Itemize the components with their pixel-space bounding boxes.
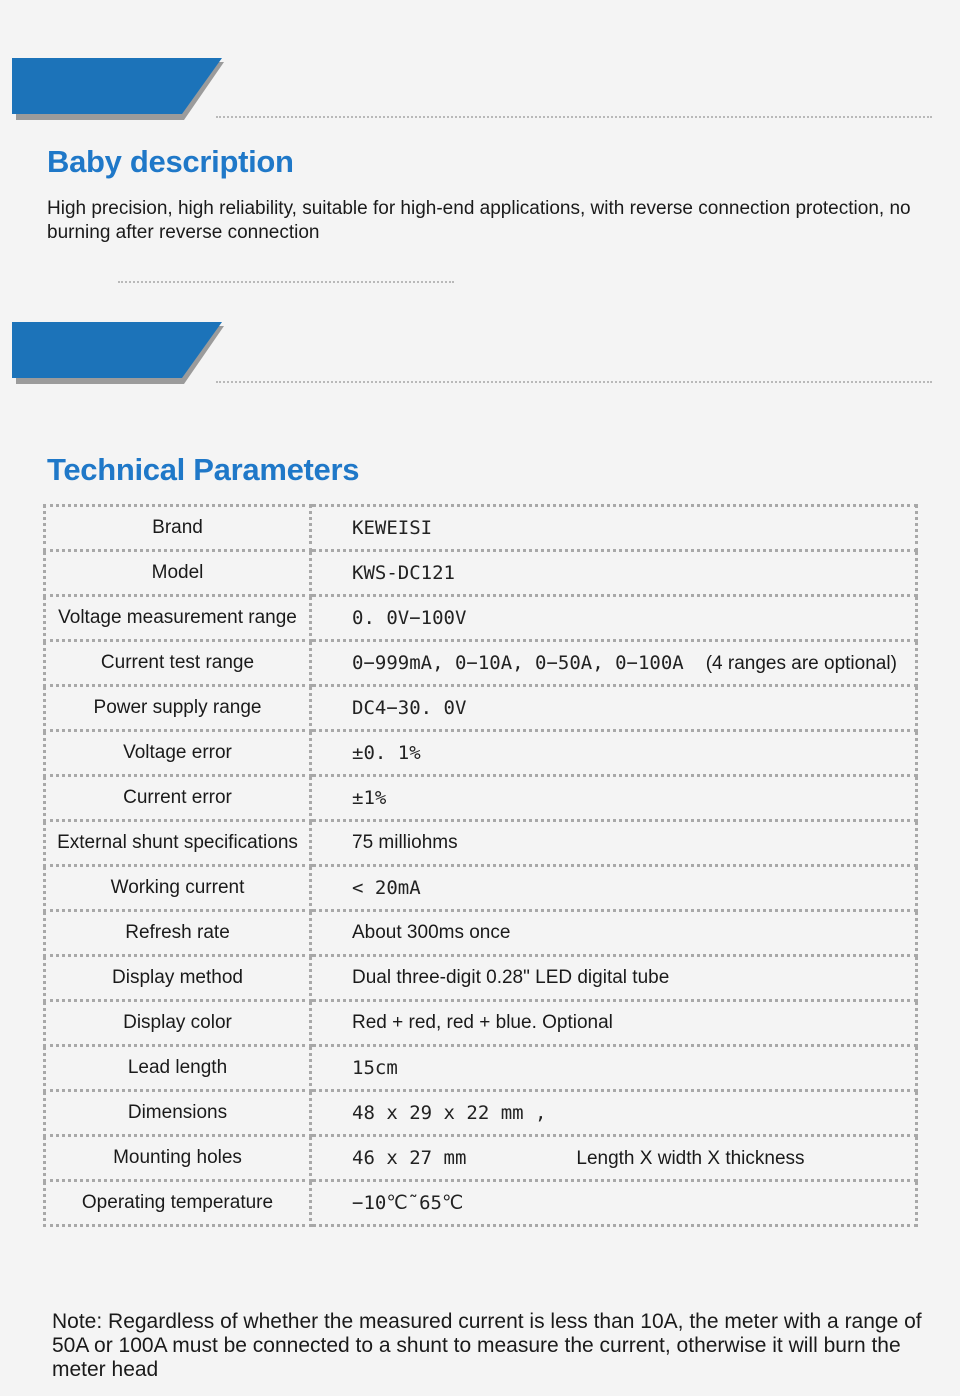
section-banner-description [12, 58, 224, 116]
param-label: Model [45, 551, 311, 596]
param-label: Dimensions [45, 1091, 311, 1136]
param-value: Red + red, red + blue. Optional [352, 1012, 613, 1033]
description-title: Baby description [47, 144, 294, 179]
table-row [45, 911, 917, 956]
table-row [45, 506, 917, 551]
param-value-cell [311, 596, 917, 641]
table-row [45, 956, 917, 1001]
param-value-cell [311, 911, 917, 956]
table-row [45, 1136, 917, 1181]
param-extra: Length X width X thickness [576, 1147, 805, 1169]
param-value-cell [311, 1001, 917, 1046]
param-value: 0. 0V−100V [352, 606, 467, 629]
param-value-cell [311, 1091, 917, 1136]
table-row [45, 1181, 917, 1226]
table-row [45, 1046, 917, 1091]
param-value-cell [311, 641, 917, 686]
param-label: Voltage error [45, 731, 311, 776]
param-label: Working current [45, 866, 311, 911]
param-label: Current test range [45, 641, 311, 686]
param-value: Dual three-digit 0.28" LED digital tube [352, 967, 670, 988]
param-value-cell [311, 776, 917, 821]
param-value-cell [311, 1136, 917, 1181]
param-label: Display method [45, 956, 311, 1001]
param-value-cell [311, 551, 917, 596]
note-text: Note: Regardless of whether the measured current is less than 10A, the meter with a range of 50A or 100A must be connected to a shunt to measure the current, otherwise it will burn the meter head [52, 1310, 922, 1381]
param-value: KWS-DC121 [352, 561, 455, 584]
param-value: DC4−30. 0V [352, 696, 467, 719]
param-value-cell [311, 956, 917, 1001]
param-label: Lead length [45, 1046, 311, 1091]
param-label: Display color [45, 1001, 311, 1046]
param-value: 48 x 29 x 22 mm , [352, 1101, 547, 1124]
param-value: About 300ms once [352, 922, 511, 943]
param-extra: (4 ranges are optional) [705, 652, 897, 674]
divider-dotted [118, 281, 454, 283]
section-banner-technical [12, 322, 224, 380]
param-label: Refresh rate [45, 911, 311, 956]
param-value-cell [311, 731, 917, 776]
table-row [45, 1091, 917, 1136]
table-row [45, 686, 917, 731]
param-value-cell [311, 1046, 917, 1091]
table-row [45, 821, 917, 866]
param-label: Mounting holes [45, 1136, 311, 1181]
table-row [45, 551, 917, 596]
param-label: Power supply range [45, 686, 311, 731]
param-value: ±1% [352, 786, 387, 809]
table-row [45, 776, 917, 821]
param-value: 75 milliohms [352, 832, 458, 853]
divider-dotted [216, 381, 932, 383]
parameters-table [43, 504, 918, 1227]
param-value: < 20mA [352, 876, 421, 899]
param-value-cell [311, 686, 917, 731]
table-row [45, 731, 917, 776]
param-value: 15cm [352, 1056, 398, 1079]
param-value-cell [311, 866, 917, 911]
param-value: 0−999mA, 0−10A, 0−50A, 0−100A [352, 651, 684, 674]
description-text: High precision, high reliability, suitable for high-end applications, with reverse connection protection, no burning after reverse connection [47, 198, 911, 243]
param-value-cell [311, 821, 917, 866]
table-row [45, 596, 917, 641]
param-value: 46 x 27 mm [352, 1146, 467, 1169]
param-value: −10℃˜65℃ [352, 1191, 464, 1214]
param-label: Current error [45, 776, 311, 821]
param-value-cell [311, 1181, 917, 1226]
param-value: KEWEISI [352, 516, 433, 539]
table-row [45, 866, 917, 911]
param-label: Voltage measurement range [45, 596, 311, 641]
param-label: Operating temperature [45, 1181, 311, 1226]
technical-title: Technical Parameters [47, 452, 360, 487]
param-label: Brand [45, 506, 311, 551]
divider-dotted [216, 116, 932, 118]
table-row [45, 641, 917, 686]
param-label: External shunt specifications [45, 821, 311, 866]
param-value: ±0. 1% [352, 741, 421, 764]
table-row [45, 1001, 917, 1046]
param-value-cell [311, 506, 917, 551]
